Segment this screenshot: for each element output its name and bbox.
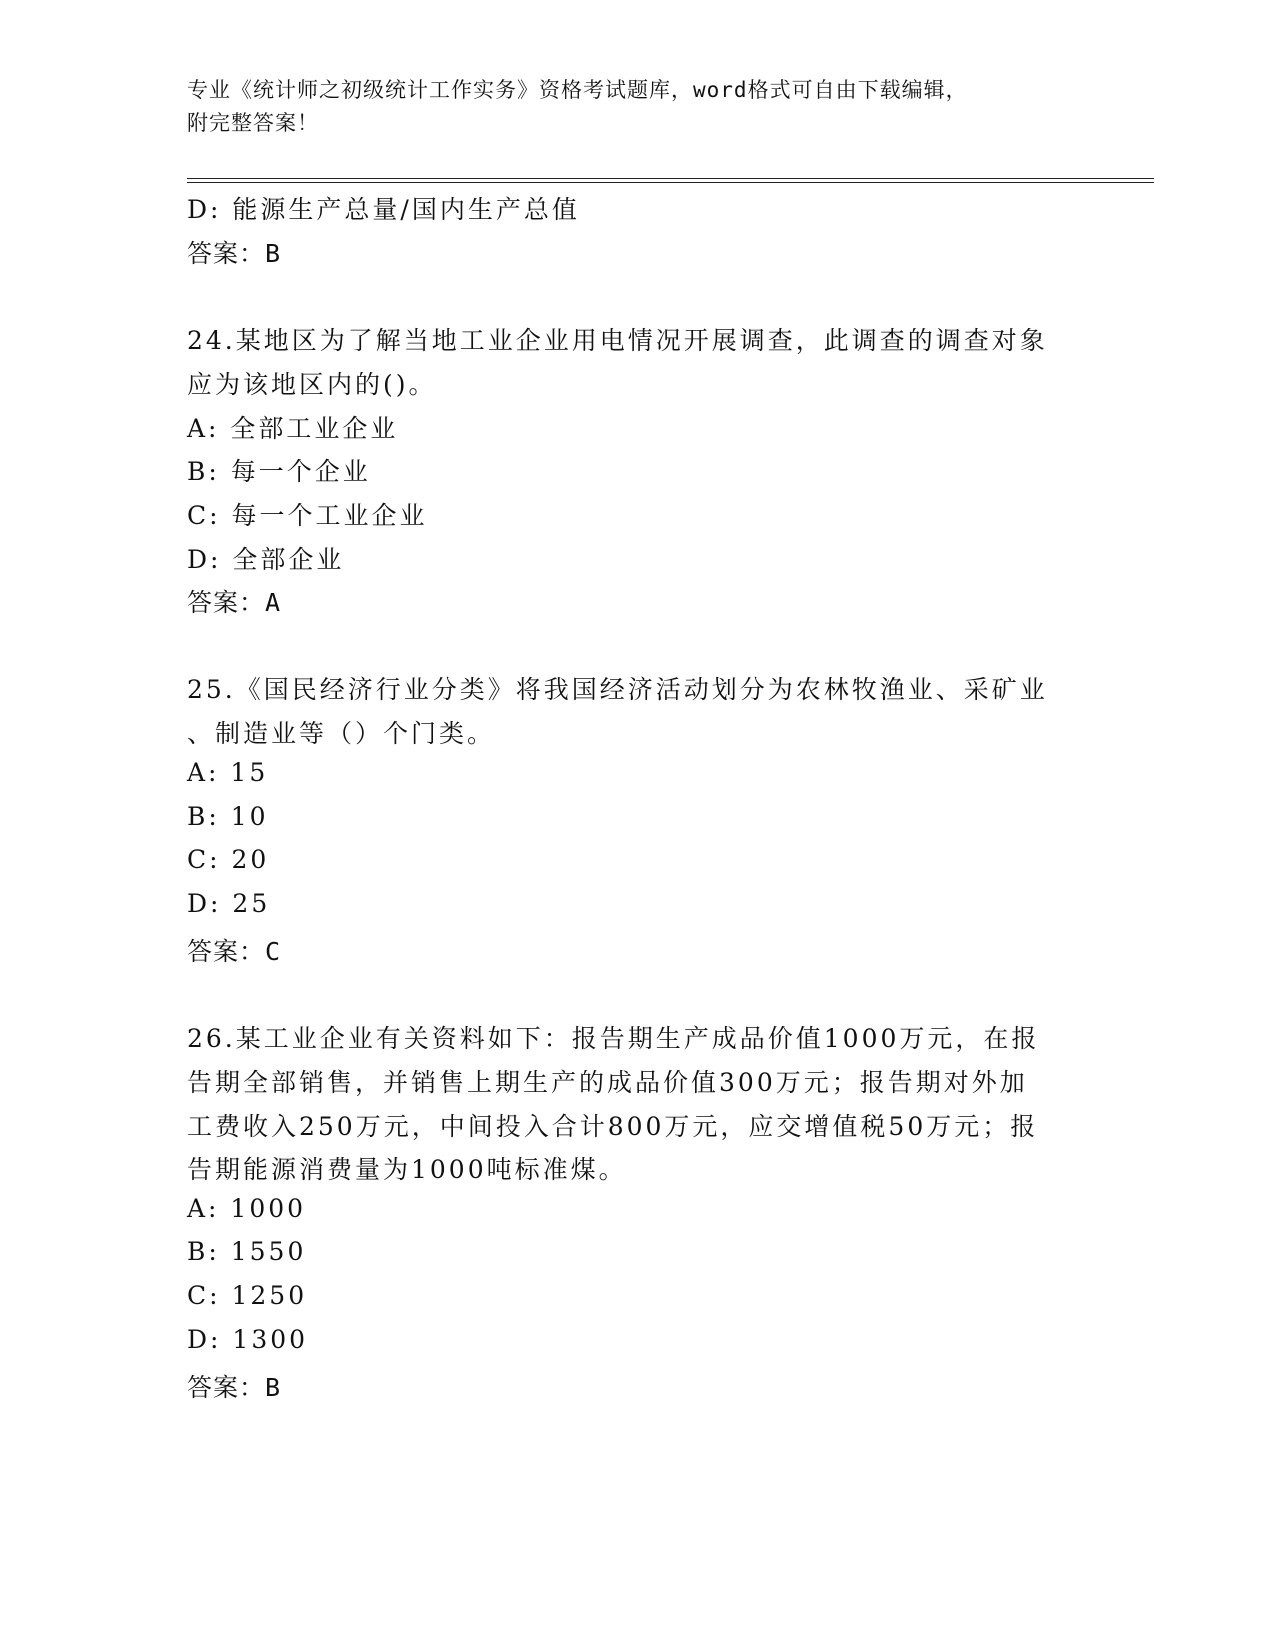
header-divider-top <box>187 178 1154 179</box>
q26-option-a: A: 1000 <box>187 1194 307 1223</box>
q24-stem-line-2: 应为该地区内的()。 <box>187 370 437 399</box>
q26-answer: 答案：B <box>187 1373 282 1402</box>
q24-option-a: A: 全部工业企业 <box>187 414 399 443</box>
q25-option-d: D: 25 <box>187 889 271 918</box>
q26-stem-line-4: 告期能源消费量为1000吨标准煤。 <box>187 1155 627 1184</box>
q25-option-a: A: 15 <box>187 758 269 787</box>
q25-option-b: B: 10 <box>187 802 269 831</box>
q25-answer: 答案：C <box>187 937 282 966</box>
page-header <box>187 74 1067 140</box>
q24-answer: 答案：A <box>187 588 282 617</box>
q24-option-c: C: 每一个工业企业 <box>187 501 428 530</box>
header-line-1: 专业《统计师之初级统计工作实务》资格考试题库，word格式可自由下载编辑， <box>187 78 968 102</box>
q24-stem-line-1: 24.某地区为了解当地工业企业用电情况开展调查，此调查的调查对象 <box>187 326 1048 355</box>
q25-stem-line-2: 、制造业等（）个门类。 <box>187 719 496 748</box>
q26-stem-line-1: 26.某工业企业有关资料如下：报告期生产成品价值1000万元，在报 <box>187 1024 1040 1053</box>
header-divider-bottom <box>187 182 1154 183</box>
q25-stem-line-1: 25.《国民经济行业分类》将我国经济活动划分为农林牧渔业、采矿业 <box>187 675 1048 704</box>
q26-option-b: B: 1550 <box>187 1237 307 1266</box>
q26-stem-line-3: 工费收入250万元，中间投入合计800万元，应交增值税50万元；报 <box>187 1112 1039 1141</box>
q24-option-b: B: 每一个企业 <box>187 457 371 486</box>
q25-option-c: C: 20 <box>187 845 270 874</box>
q24-option-d: D: 全部企业 <box>187 545 345 574</box>
q26-option-c: C: 1250 <box>187 1281 308 1310</box>
q26-stem-line-2: 告期全部销售，并销售上期生产的成品价值300万元；报告期对外加 <box>187 1068 1028 1097</box>
prev-option-d: D: 能源生产总量/国内生产总值 <box>187 195 580 224</box>
q26-option-d: D: 1300 <box>187 1325 309 1354</box>
header-line-2: 附完整答案！ <box>187 111 319 135</box>
prev-answer: 答案：B <box>187 239 282 268</box>
